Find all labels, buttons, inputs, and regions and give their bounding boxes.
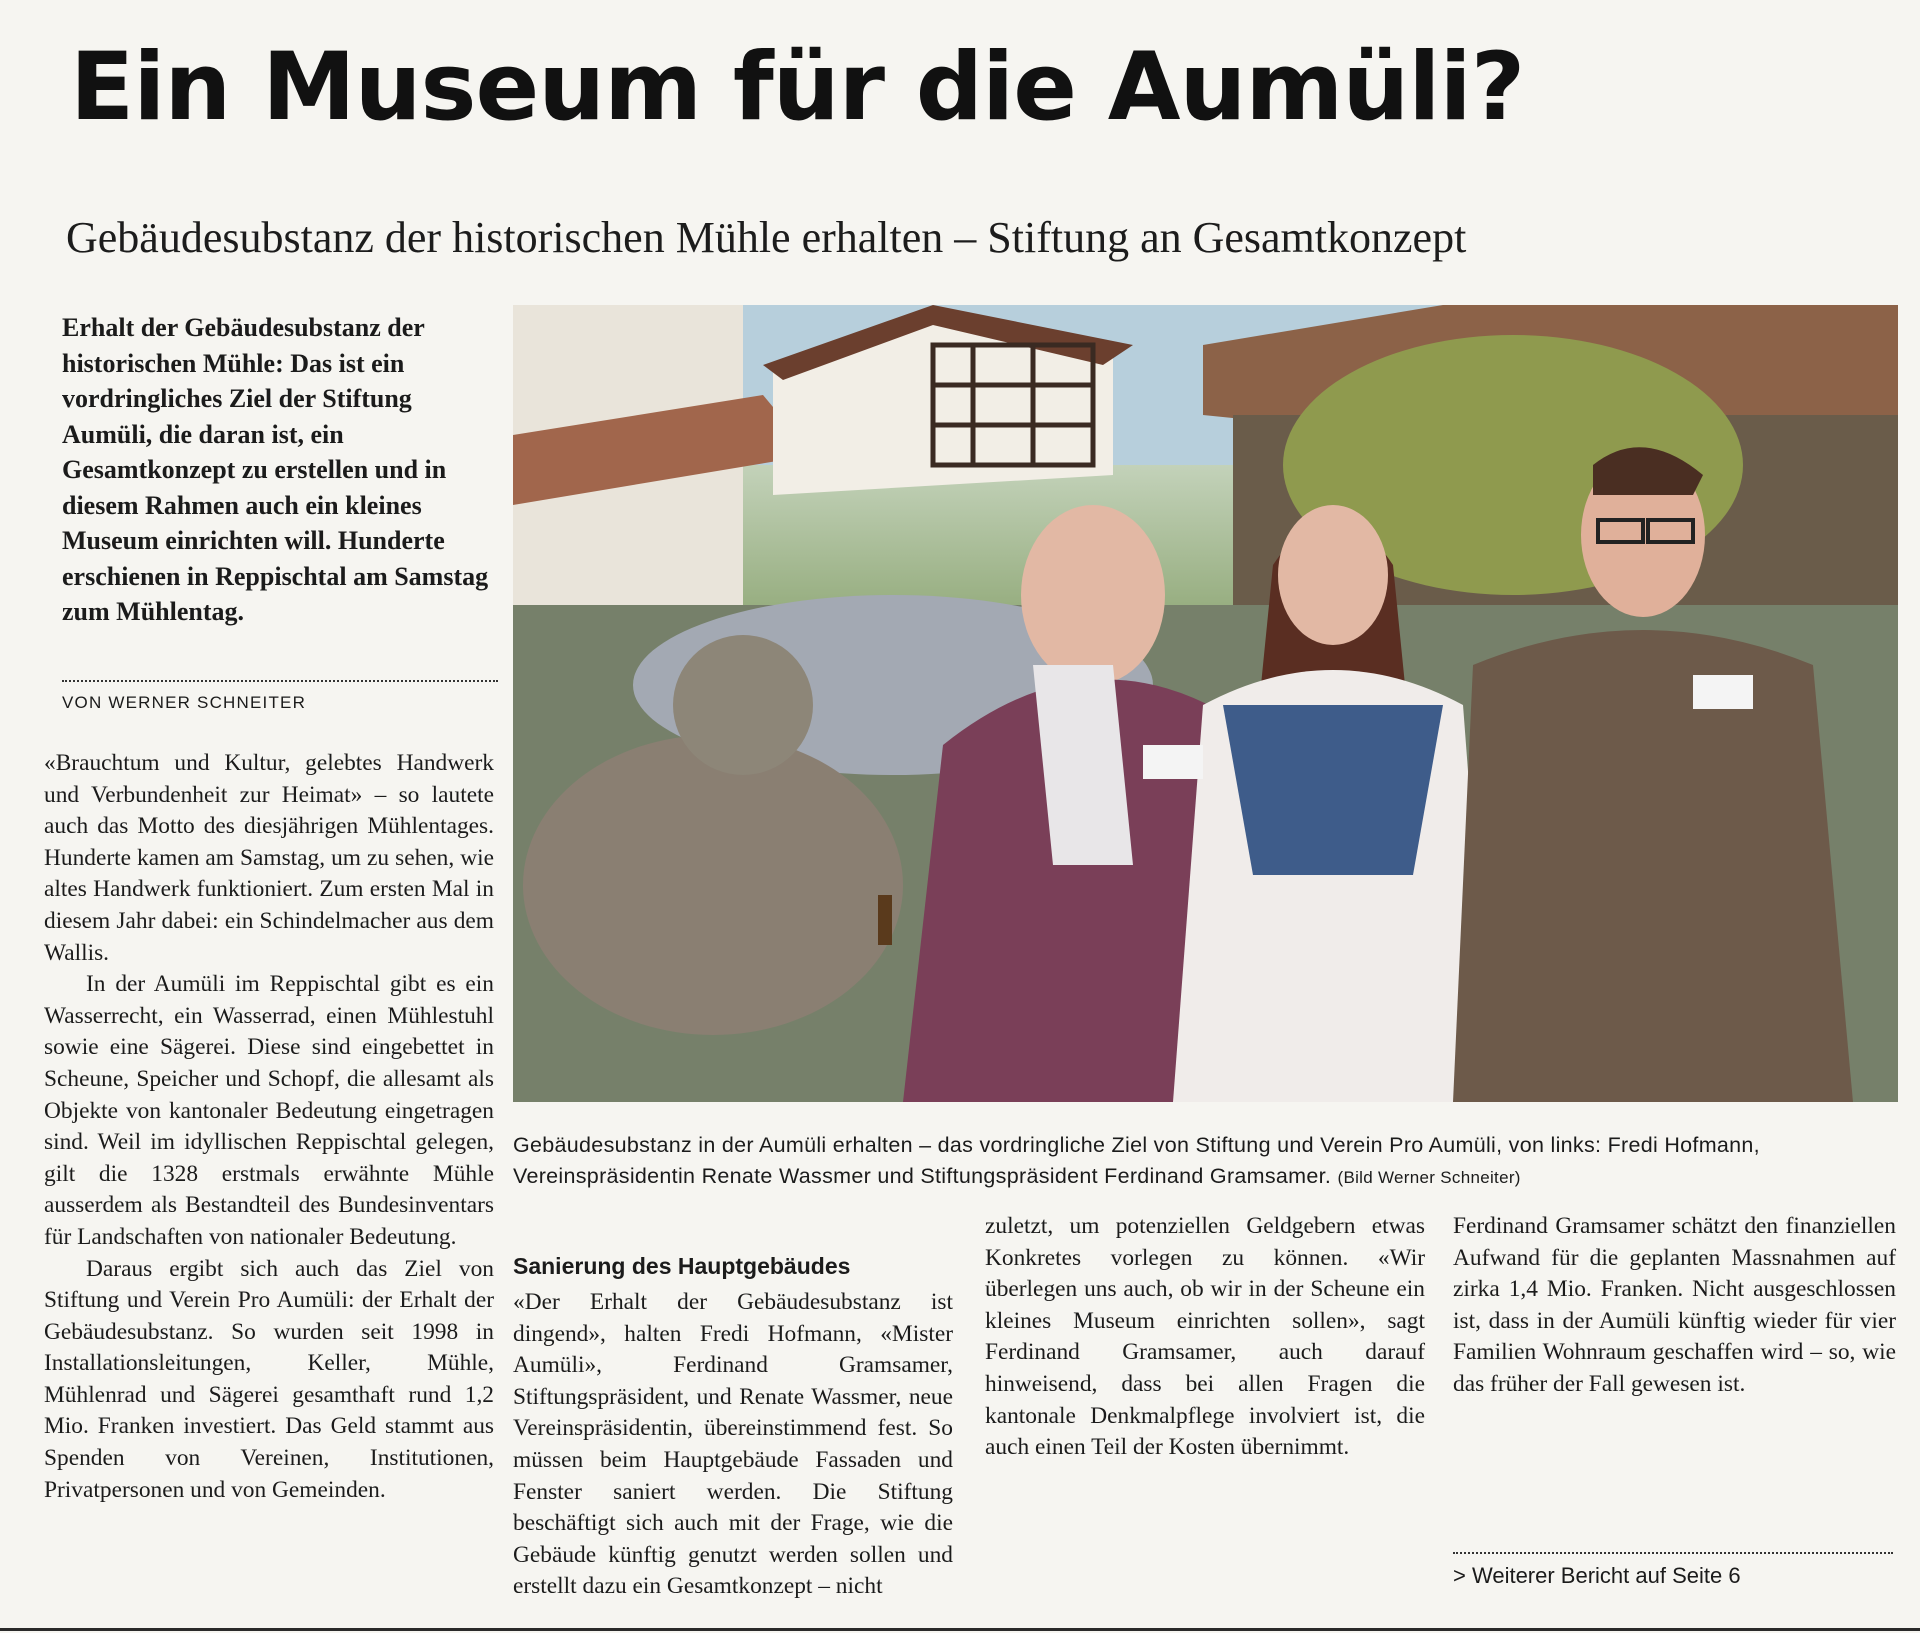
more-divider (1453, 1552, 1893, 1554)
article-column-3 (985, 1211, 1425, 1464)
body-paragraph-1: «Brauchtum und Kultur, gelebtes Handwerk und Verbundenheit zur Heimat» – so lautete auch das Motto des diesjährigen Mühlentages. Hunderte kamen am Samstag, um zu sehen, wie altes Handwerk funktioniert. Zum ersten Mal in diesem Jahr dabei: ein Schindelmacher aus dem Wallis. (44, 750, 494, 966)
headline: Ein Museum für die Aumüli? (70, 33, 1525, 142)
photo-caption (513, 1130, 1898, 1193)
article-column-4 (1453, 1211, 1896, 1401)
page-bottom-rule (0, 1628, 1920, 1631)
article-photo (513, 305, 1898, 1102)
body-paragraph-2: In der Aumüli im Reppischtal gibt es ein Wasserrecht, ein Wasserrad, einen Mühlestuhl sowie eine Sägerei. Diese sind eingebettet in Scheune, Speicher und Schopf, die allesamt als Objekte von kantonaler Bedeutung eingetragen sind. Weil im idyllischen Reppischtal gelegen, gilt die 1328 erstmals erwähnte Mühle ausserdem als Bestandteil des Bundesinventars für Landschaften von nationaler Bedeutung. (44, 971, 494, 1250)
body-paragraph-3: Daraus ergibt sich auch das Ziel von Stiftung und Verein Pro Aumüli: der Erhalt der Gebäudesubstanz. So wurden seit 1998 in Installationsleitungen, Keller, Mühle, Mühlenrad und Sägerei gesamthaft rund 1,2 Mio. Franken investiert. Das Geld stammt aus Spenden von Vereinen, Institutionen, Privatpersonen und von Gemeinden. (44, 1255, 494, 1503)
author-byline: VON WERNER SCHNEITER (62, 693, 307, 712)
article-column-2 (513, 1211, 953, 1603)
body-paragraph-4-start: «Der Erhalt der Gebäudesubstanz ist dingend», halten Fredi Hofmann, «Mister Aumüli», Ferdinand Gramsamer, Stiftungspräsident, und Renate Wassmer, neue Vereinspräsidentin, übereinstimmend fest. So müssen beim Hauptgebäude Fassaden und Fenster saniert werden. Die Stiftung beschäftigt sich auch mit der Frage, wie die Gebäude künftig genutzt werden sollen und erstellt dazu ein Gesamtkonzept – nicht (513, 1289, 953, 1600)
article-column-1 (44, 748, 494, 1506)
subheadline: Gebäudesubstanz der historischen Mühle erhalten – Stiftung an Gesamtkonzept (66, 213, 1467, 262)
body-paragraph-4: zuletzt, um potenziellen Geldgebern etwas Konkretes vorlegen zu können. «Wir überlegen uns auch, ob wir in der Scheune ein kleines Museum einrichten sollen», sagt Ferdinand Gramsamer, auch darauf hinweisend, dass bei allen Fragen die kantonale Denkmalpflege involviert ist, die auch einen Teil der Kosten übernimmt. (985, 1213, 1425, 1461)
further-report-link[interactable]: > Weiterer Bericht auf Seite 6 (1453, 1563, 1741, 1588)
lead-paragraph: Erhalt der Gebäudesubstanz der historischen Mühle: Das ist ein vordringliches Ziel der Stiftung Aumüli, die daran ist, ein Gesamtkonzept zu erstellen und in diesem Rahmen auch ein kleines Museum einrichten will. Hunderte erschienen in Reppischtal am Samstag zum Mühlentag. (62, 313, 489, 626)
author-divider (62, 680, 498, 682)
photo-scene (513, 305, 1898, 1102)
section-heading: Sanierung des Hauptgebäudes (513, 1253, 851, 1279)
caption-text: Gebäudesubstanz in der Aumüli erhalten – das vordringliche Ziel von Stiftung und Verein Pro Aumüli, von links: Fredi Hofmann, Vereinspräsidentin Renate Wassmer und Stiftungspräsident Ferdinand Gramsamer. (513, 1133, 1760, 1188)
body-paragraph-5: Ferdinand Gramsamer schätzt den finanziellen Aufwand für die geplanten Massnahmen auf zirka 1,4 Mio. Franken. Nicht ausgeschlossen ist, dass in der Aumüli künftig wieder für vier Familien Wohnraum geschaffen wird – so, wie das früher der Fall gewesen ist. (1453, 1213, 1896, 1397)
photo-credit: (Bild Werner Schneiter) (1337, 1168, 1521, 1187)
